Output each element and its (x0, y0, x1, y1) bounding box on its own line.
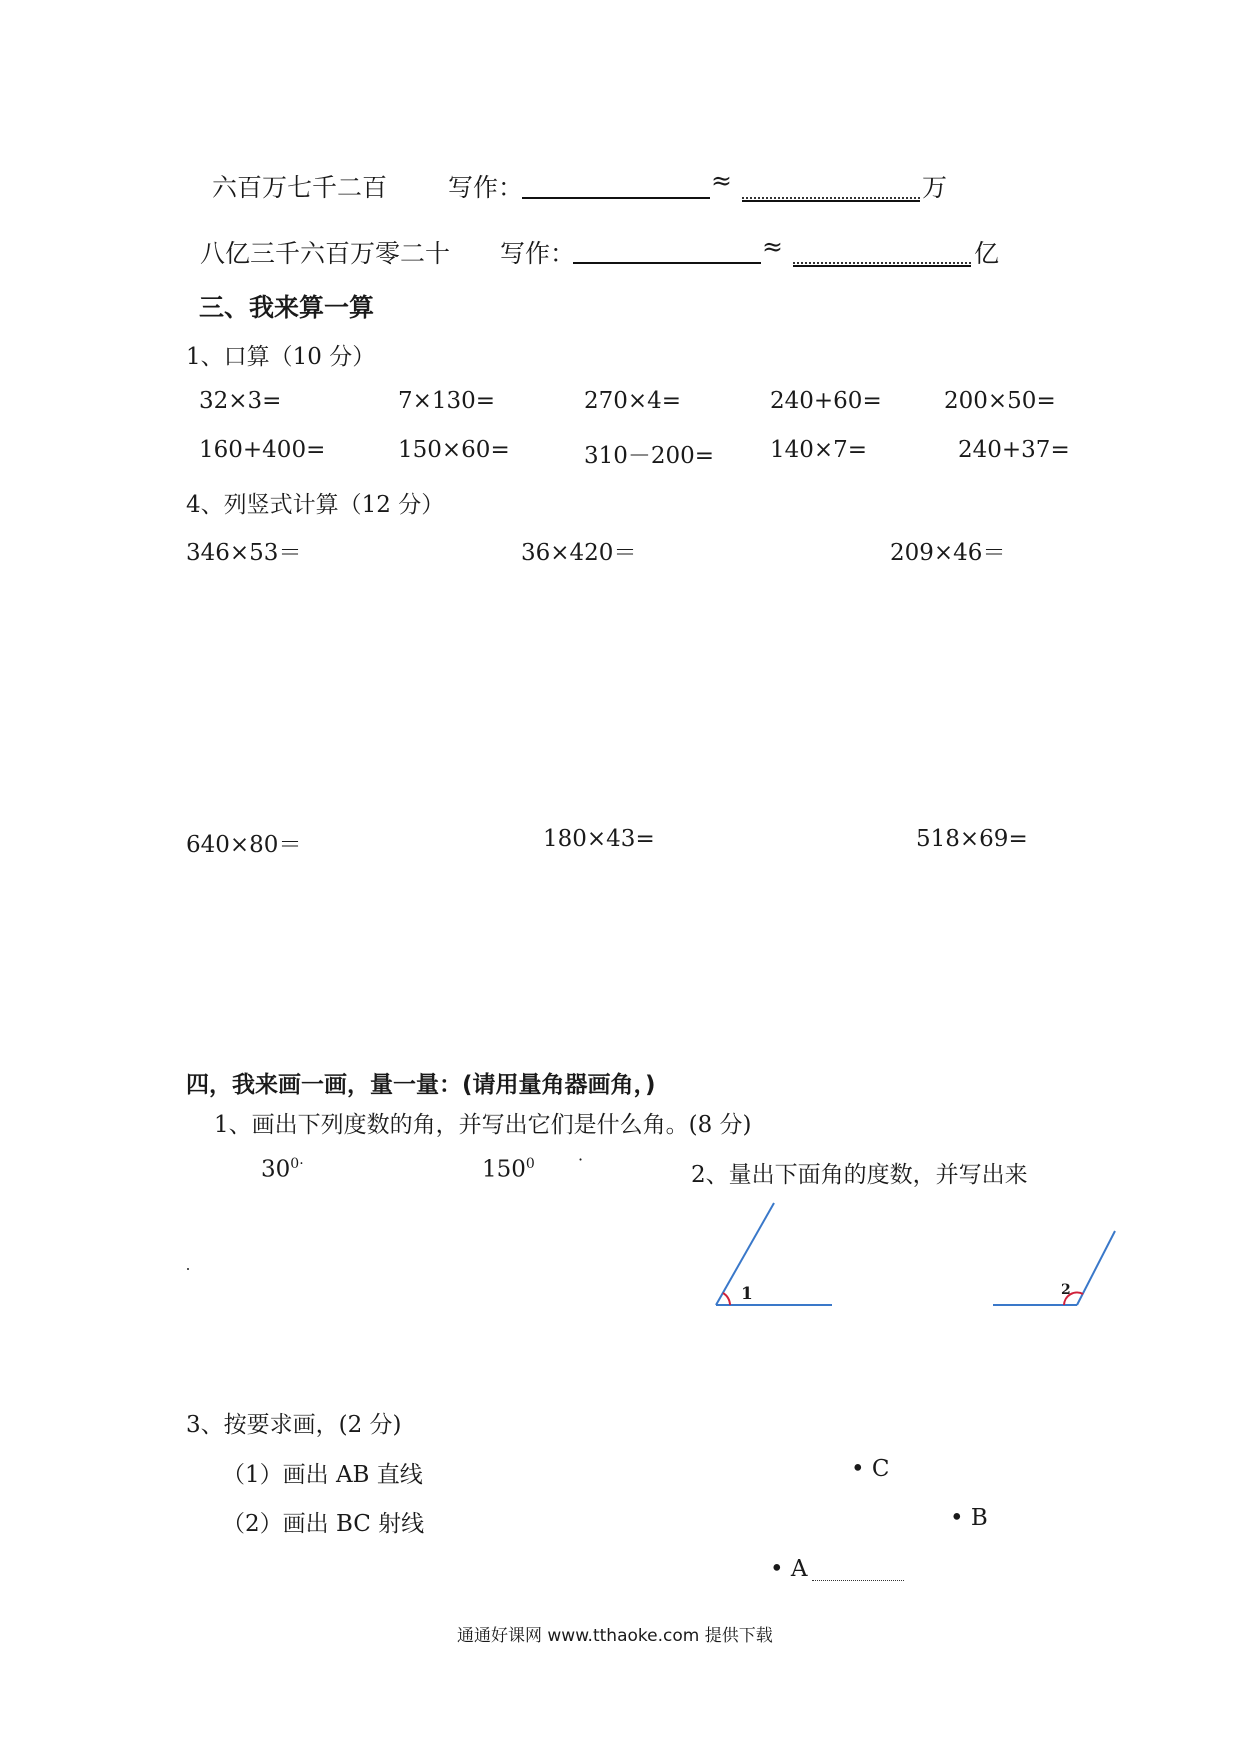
number-words-2: 八亿三千六百万零二十 (200, 239, 451, 268)
vertical-item: 518×69= (916, 826, 1028, 852)
footer-credit: 通通好课网 www.tthaoke.com 提供下载 (457, 1626, 773, 1646)
angle-30 (261, 1156, 304, 1183)
oral-item: 160+400= (199, 437, 326, 463)
angle-150 (482, 1156, 535, 1183)
point-a: • A (770, 1556, 808, 1582)
vertical-item: 640×80＝ (186, 832, 302, 858)
angle-2-label: 2 (1061, 1282, 1071, 1298)
q3-title: 3、按要求画，(2 分) (186, 1412, 402, 1438)
vertical-item: 209×46＝ (890, 540, 1006, 566)
q3-item-2: （2）画出 BC 射线 (222, 1511, 425, 1537)
section3-heading: 三、我来算一算 (199, 293, 375, 322)
angle-150-value: 150 (482, 1156, 526, 1183)
point-b: • B (950, 1505, 988, 1531)
q3-item-1: （1）画出 AB 直线 (222, 1462, 423, 1488)
q1-title: 1、画出下列度数的角，并写出它们是什么角。(8 分) (214, 1112, 752, 1138)
angle-30-degree: 0· (290, 1156, 304, 1172)
approx-blank-1[interactable] (742, 197, 920, 199)
angle-2-figure (985, 1225, 1120, 1315)
oral-title: 1、口算（10 分） (186, 344, 376, 370)
angle-150-degree: 0 (525, 1156, 535, 1172)
stray-dot: · (578, 1150, 584, 1169)
approx-underline-2 (793, 265, 971, 267)
oral-item: 200×50= (944, 388, 1056, 414)
write-label-2: 写作： (500, 239, 576, 268)
oral-item: 150×60= (398, 437, 510, 463)
answer-blank-2[interactable] (573, 262, 761, 264)
oral-item: 7×130= (398, 388, 496, 414)
oral-item: 140×7= (770, 437, 868, 463)
oral-item: 240+37= (958, 437, 1070, 463)
corner-speck (187, 1268, 189, 1270)
vertical-item: 36×420＝ (521, 540, 637, 566)
angle-1-arc (723, 1293, 730, 1305)
oral-item: 240+60= (770, 388, 882, 414)
point-a-dotted-trail (812, 1580, 904, 1581)
angle-1-label: 1 (741, 1284, 753, 1304)
angle-1-figure (700, 1195, 850, 1315)
vertical-item: 346×53＝ (186, 540, 302, 566)
vertical-title: 4、列竖式计算（12 分） (186, 492, 445, 518)
unit-yi: 亿 (974, 239, 1000, 268)
angle-30-value: 30 (261, 1156, 291, 1183)
unit-wan: 万 (922, 173, 948, 202)
oral-item: 310－200= (584, 443, 715, 469)
number-words-1: 六百万七千二百 (212, 173, 388, 202)
approx-underline-1 (742, 200, 920, 202)
approx-sign-2: ≈ (762, 232, 783, 261)
q2-title: 2、量出下面角的度数，并写出来 (691, 1162, 1028, 1188)
point-c: • C (851, 1456, 890, 1482)
oral-item: 270×4= (584, 388, 682, 414)
section4-heading: 四，我来画一画，量一量：(请用量角器画角，) (186, 1072, 656, 1098)
approx-blank-2[interactable] (793, 262, 971, 264)
oral-item: 32×3= (199, 388, 282, 414)
approx-sign-1: ≈ (711, 166, 732, 195)
answer-blank-1[interactable] (522, 197, 710, 199)
vertical-item: 180×43= (543, 826, 655, 852)
write-label-1: 写作： (448, 173, 524, 202)
